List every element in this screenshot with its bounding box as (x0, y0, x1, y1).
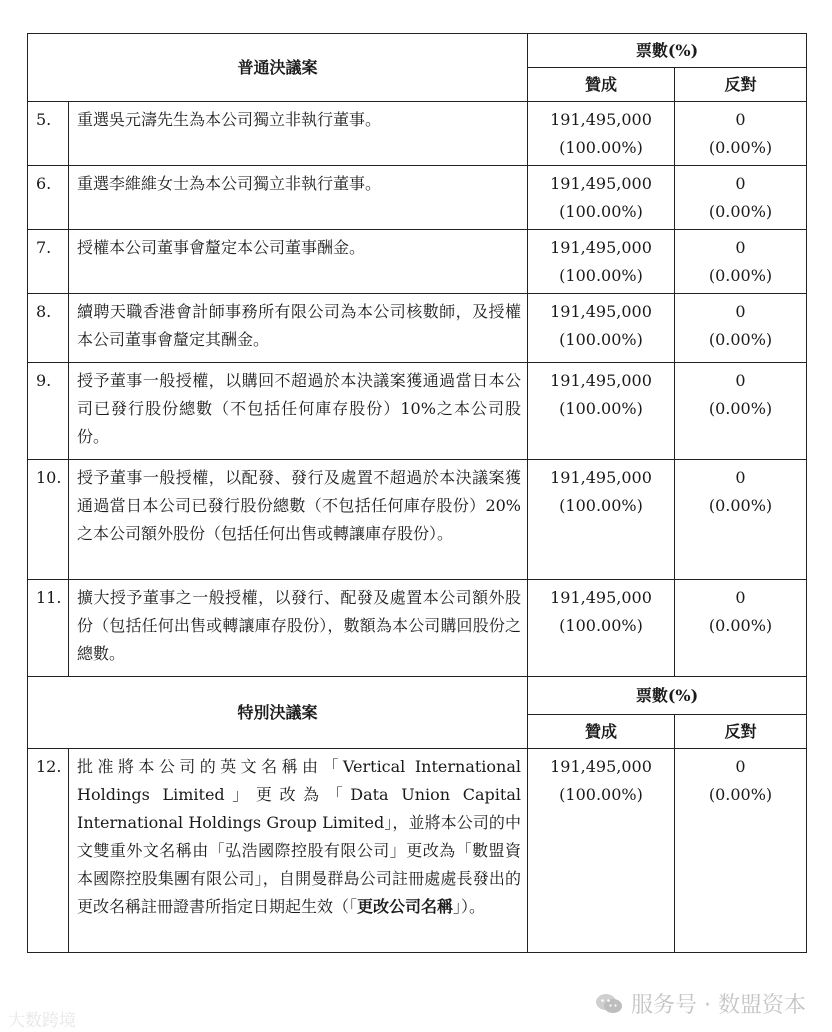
for-votes: 191,495,000 (550, 110, 652, 129)
for-votes: 191,495,000 (550, 174, 652, 193)
for-votes: 191,495,000 (550, 757, 652, 776)
for-votes-cell (528, 166, 675, 230)
against-votes-cell (675, 166, 807, 230)
watermark-right (595, 988, 806, 1019)
for-percentage: (100.00%) (559, 330, 643, 349)
against-votes: 0 (735, 371, 746, 390)
resolution-number: 7. (28, 230, 69, 294)
votes-header: 票數(%) (528, 34, 807, 68)
against-votes: 0 (735, 468, 746, 487)
against-votes-cell (675, 749, 807, 953)
against-votes-cell (675, 102, 807, 166)
table-row (28, 230, 807, 294)
for-votes-cell (528, 102, 675, 166)
watermark-footer (0, 986, 832, 1032)
table-row (28, 460, 807, 580)
resolution-text: 擴大授予董事之一般授權，以發行、配發及處置本公司額外股份（包括任何出售或轉讓庫存股份），數額為本公司購回股份之總數。 (69, 580, 528, 677)
resolution-number: 5. (28, 102, 69, 166)
for-votes-cell (528, 460, 675, 580)
against-percentage: (0.00%) (708, 266, 773, 285)
resolution-text: 授予董事一般授權，以購回不超過於本決議案獲通過當日本公司已發行股份總數（不包括任何庫存股份）10%之本公司股份。 (69, 363, 528, 460)
against-votes: 0 (735, 238, 746, 257)
wechat-icon (595, 992, 623, 1016)
for-votes: 191,495,000 (550, 238, 652, 257)
against-votes-cell (675, 580, 807, 677)
resolution-number: 9. (28, 363, 69, 460)
for-votes: 191,495,000 (550, 588, 652, 607)
table-row (28, 580, 807, 677)
table-row (28, 363, 807, 460)
for-header: 贊成 (528, 68, 675, 102)
against-percentage: (0.00%) (708, 399, 773, 418)
resolution-text: 重選吳元濤先生為本公司獨立非執行董事。 (69, 102, 528, 166)
resolution-text: 授予董事一般授權，以配發、發行及處置不超過於本決議案獲通過當日本公司已發行股份總數（不包括任何庫存股份）20%之本公司額外股份（包括任何出售或轉讓庫存股份）。 (69, 460, 528, 580)
table-row (28, 166, 807, 230)
against-votes-cell (675, 230, 807, 294)
special-resolutions-title: 特別決議案 (28, 677, 528, 749)
against-percentage: (0.00%) (708, 330, 773, 349)
for-percentage: (100.00%) (559, 138, 643, 157)
resolution-text: 授權本公司董事會釐定本公司董事酬金。 (69, 230, 528, 294)
for-votes-cell (528, 749, 675, 953)
for-percentage: (100.00%) (559, 496, 643, 515)
resolution-number: 8. (28, 294, 69, 363)
resolutions-table (27, 33, 807, 953)
for-votes: 191,495,000 (550, 371, 652, 390)
against-votes: 0 (735, 757, 746, 776)
against-percentage: (0.00%) (708, 496, 773, 515)
ordinary-resolutions-title: 普通決議案 (28, 34, 528, 102)
against-votes-cell (675, 294, 807, 363)
against-votes-cell (675, 460, 807, 580)
defined-term: 更改公司名稱 (357, 897, 454, 916)
against-header: 反對 (675, 68, 807, 102)
resolution-text: 重選李維維女士為本公司獨立非執行董事。 (69, 166, 528, 230)
table-row (28, 749, 807, 953)
for-votes-cell (528, 230, 675, 294)
for-percentage: (100.00%) (559, 785, 643, 804)
resolution-text-part: 批准將本公司的英文名稱由「Vertical International Holdings Limited」更改為「Data Union Capital International Holdings Group Limited」，並將本公司的中文雙重外文名稱由「弘浩國際控股有限公司」更改為「數盟資本國際控股集團有限公司」，自開曼群島公司註冊處處長發出的更改名稱註冊證書所指定日期起生效（「 (77, 757, 522, 916)
resolution-number: 11. (28, 580, 69, 677)
against-percentage: (0.00%) (708, 616, 773, 635)
against-votes-cell (675, 363, 807, 460)
resolution-text-part: 」）。 (453, 897, 486, 916)
resolution-text (69, 749, 528, 953)
for-percentage: (100.00%) (559, 266, 643, 285)
table-row (28, 294, 807, 363)
for-votes-cell (528, 580, 675, 677)
for-votes: 191,495,000 (550, 302, 652, 321)
against-votes: 0 (735, 110, 746, 129)
against-votes: 0 (735, 588, 746, 607)
watermark-right-text: 服务号 · 数盟资本 (631, 993, 806, 1018)
against-votes: 0 (735, 174, 746, 193)
against-votes: 0 (735, 302, 746, 321)
for-percentage: (100.00%) (559, 399, 643, 418)
for-percentage: (100.00%) (559, 616, 643, 635)
for-percentage: (100.00%) (559, 202, 643, 221)
for-header: 贊成 (528, 715, 675, 749)
against-header: 反對 (675, 715, 807, 749)
against-percentage: (0.00%) (708, 785, 773, 804)
votes-header: 票數(%) (528, 677, 807, 715)
for-votes-cell (528, 294, 675, 363)
resolution-number: 6. (28, 166, 69, 230)
table-row (28, 102, 807, 166)
resolution-number: 10. (28, 460, 69, 580)
for-votes: 191,495,000 (550, 468, 652, 487)
resolution-text: 續聘天職香港會計師事務所有限公司為本公司核數師，及授權本公司董事會釐定其酬金。 (69, 294, 528, 363)
watermark-left: 大数跨境 (8, 1011, 76, 1031)
for-votes-cell (528, 363, 675, 460)
resolution-number: 12. (28, 749, 69, 953)
against-percentage: (0.00%) (708, 138, 773, 157)
against-percentage: (0.00%) (708, 202, 773, 221)
